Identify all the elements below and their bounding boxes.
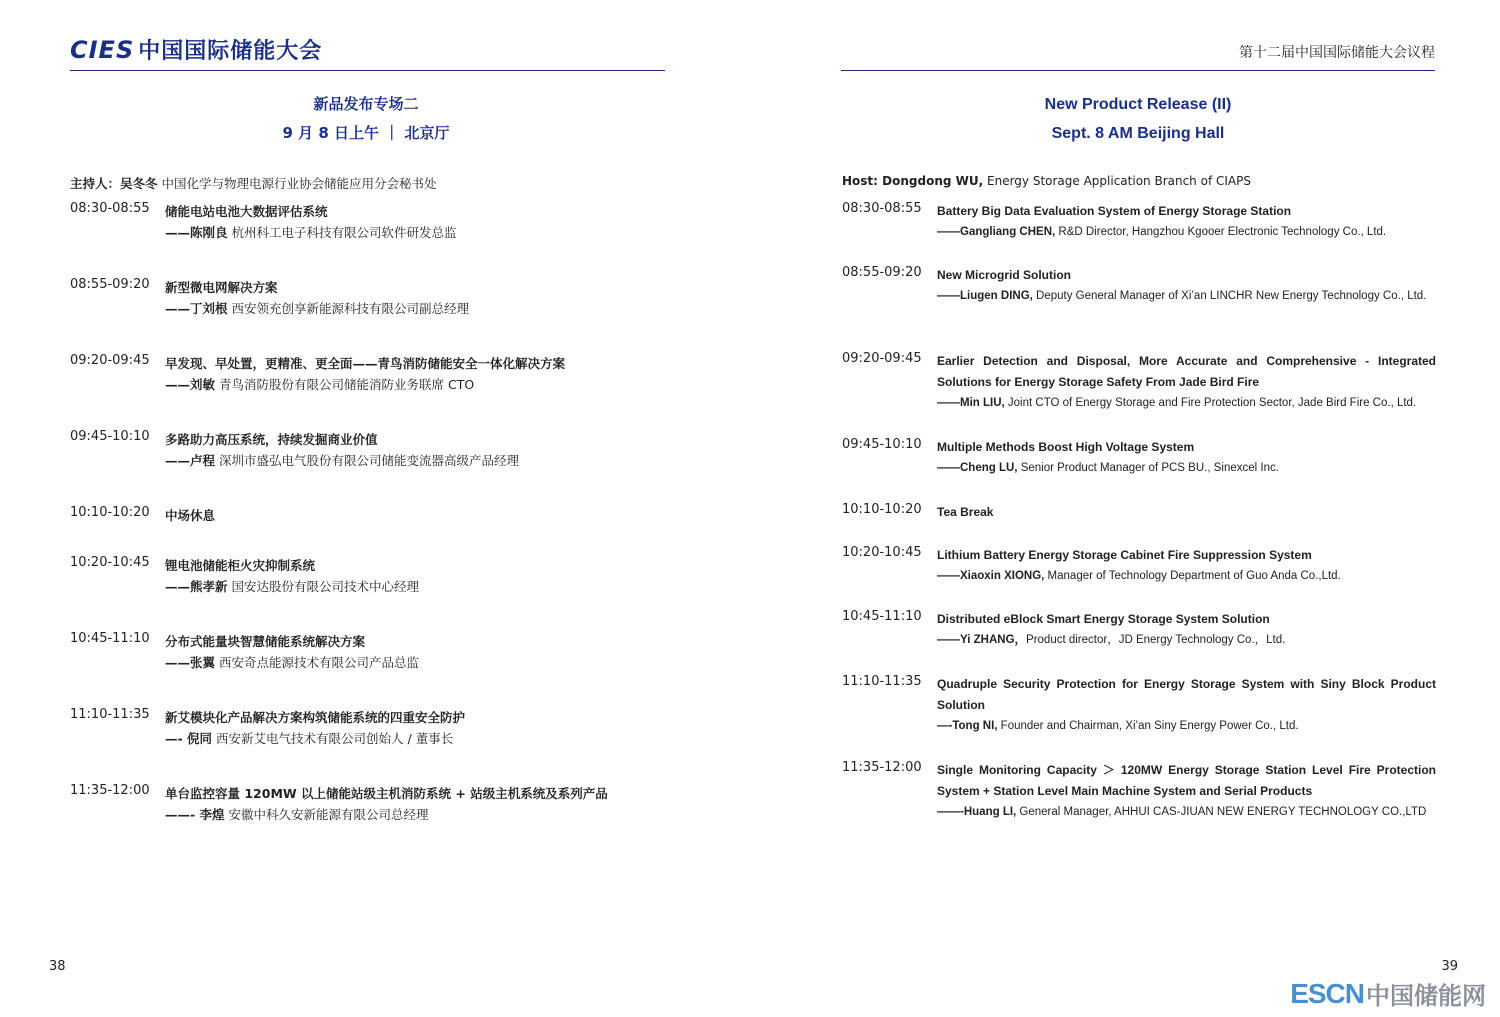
agenda-time: 10:45-11:10 [70, 631, 150, 646]
agenda-speaker: ——Liugen DING, Deputy General Manager of Xi’an LINCHR New Energy Technology Co., Ltd. [937, 290, 1427, 302]
cies-logo [70, 34, 322, 65]
agenda-topic: 锂电池储能柜火灾抑制系统 [165, 558, 316, 573]
agenda-speaker: ——张翼 西安奇点能源技术有限公司产品总监 [165, 655, 419, 670]
host-org: Energy Storage Application Branch of CIAPS [983, 174, 1251, 188]
agenda-topic: 单台监控容量 120MW 以上储能站级主机消防系统 + 站级主机系统及系列产品 [165, 786, 608, 801]
session-name: 新品发布专场二 [313, 95, 419, 113]
conference-title: 第十二届中国国际储能大会议程 [1239, 45, 1435, 61]
host-org: 中国化学与物理电源行业协会储能应用分会秘书处 [157, 176, 437, 191]
right-page [750, 0, 1500, 1017]
host-line [842, 174, 1251, 188]
agenda-speaker: ——Min LIU, Joint CTO of Energy Storage and Fire Protection Sector, Jade Bird Fire Co., Ltd. [937, 397, 1417, 409]
agenda-topic: Lithium Battery Energy Storage Cabinet Fire Suppression System [937, 548, 1312, 562]
agenda-time: 09:45-10:10 [70, 429, 150, 444]
agenda-time: 11:35-12:00 [842, 760, 922, 775]
agenda-speaker: ——Xiaoxin XIONG, Manager of Technology Department of Guo Anda Co.,Ltd. [937, 570, 1341, 582]
session-title-en [750, 90, 1500, 148]
agenda-speaker: ——-Huang LI, General Manager, AHHUI CAS-JIUAN NEW ENERGY TECHNOLOGY CO.,LTD [937, 806, 1427, 818]
agenda-topic: 早发现、早处置，更精准、更全面——青鸟消防储能安全一体化解决方案 [165, 356, 566, 371]
agenda-speaker: ——熊孝新 国安达股份有限公司技术中心经理 [165, 579, 419, 594]
agenda-speaker: ——陈刚良 杭州科工电子科技有限公司软件研发总监 [165, 225, 457, 240]
agenda-time: 08:30-08:55 [70, 201, 150, 216]
agenda-speaker: ——Cheng LU, Senior Product Manager of PCS BU., Sinexcel Inc. [937, 462, 1279, 474]
agenda-topic: Battery Big Data Evaluation System of Energy Storage Station [937, 204, 1292, 218]
agenda-time: 09:45-10:10 [842, 437, 922, 452]
logo-text: 中国国际储能大会 [138, 39, 323, 64]
agenda-speaker: —-Tong NI, Founder and Chairman, Xi’an Siny Energy Power Co., Ltd. [937, 720, 1299, 732]
header-rule [841, 70, 1435, 71]
session-title-cn [0, 90, 732, 148]
agenda-topic: Single Monitoring Capacity ＞ 120MW Energy Storage Station Level Fire Protection System + Station Level Main Machine System and Serial Products [937, 763, 1436, 798]
agenda-time: 11:10-11:35 [842, 674, 922, 689]
host-line [70, 174, 437, 192]
agenda-topic: Tea Break [937, 505, 994, 519]
agenda-speaker: ——Yi ZHANG，Product director，JD Energy Technology Co.，Ltd. [937, 634, 1286, 646]
agenda-speaker: ——刘敏 青鸟消防股份有限公司储能消防业务联席 CTO [165, 377, 475, 392]
agenda-speaker: ——- 李煌 安徽中科久安新能源有限公司总经理 [165, 807, 429, 822]
agenda-time: 09:20-09:45 [842, 351, 922, 366]
watermark-zh: 中国储能网 [1366, 982, 1486, 1010]
agenda-topic: 分布式能量块智慧储能系统解决方案 [165, 634, 366, 649]
agenda-topic: Distributed eBlock Smart Energy Storage System Solution [937, 612, 1270, 626]
agenda-topic: New Microgrid Solution [937, 268, 1071, 282]
header-rule [70, 70, 665, 71]
agenda-topic: 多路助力高压系统，持续发掘商业价值 [165, 432, 378, 447]
logo-mark: CIES [70, 35, 135, 64]
page-number: 38 [49, 959, 66, 974]
agenda-speaker: ——Gangliang CHEN, R&D Director, Hangzhou Kgooer Electronic Technology Co., Ltd. [937, 226, 1387, 238]
host-label: Host: [842, 174, 883, 188]
session-name: New Product Release (II) [1044, 96, 1232, 113]
agenda-speaker: ——丁刘根 西安领充创享新能源科技有限公司副总经理 [165, 301, 469, 316]
host-name: 吴冬冬 [120, 176, 158, 191]
watermark-en: ESCN [1290, 977, 1364, 1009]
agenda-time: 08:55-09:20 [842, 265, 922, 280]
agenda-topic: 新艾模块化产品解决方案构筑储能系统的四重安全防护 [165, 710, 466, 725]
agenda-time: 08:55-09:20 [70, 277, 150, 292]
session-time-venue: 9 月 8 日上午 ｜ 北京厅 [282, 124, 450, 142]
agenda-time: 11:35-12:00 [70, 783, 150, 798]
agenda-topic: Multiple Methods Boost High Voltage System [937, 440, 1195, 454]
agenda-topic: 储能电站电池大数据评估系统 [165, 204, 328, 219]
host-label: 主持人： [70, 176, 121, 191]
agenda-time: 10:20-10:45 [70, 555, 150, 570]
agenda-time: 09:20-09:45 [70, 353, 150, 368]
agenda-time: 10:45-11:10 [842, 609, 922, 624]
agenda-time: 10:10-10:20 [70, 505, 150, 520]
escn-watermark [1290, 976, 1486, 1011]
agenda-time: 08:30-08:55 [842, 201, 922, 216]
agenda-time: 10:20-10:45 [842, 545, 922, 560]
agenda-topic: Quadruple Security Protection for Energy Storage System with Siny Block Product Solution [937, 677, 1436, 712]
agenda-topic: 新型微电网解决方案 [165, 280, 278, 295]
session-time-venue: Sept. 8 AM Beijing Hall [1051, 125, 1225, 142]
agenda-speaker: ——卢程 深圳市盛弘电气股份有限公司储能变流器高级产品经理 [165, 453, 519, 468]
agenda-time: 11:10-11:35 [70, 707, 150, 722]
agenda-speaker: —- 倪同 西安新艾电气技术有限公司创始人 / 董事长 [165, 731, 454, 746]
host-name: Dongdong WU, [882, 174, 984, 188]
page-number: 39 [1441, 959, 1458, 974]
agenda-topic: 中场休息 [165, 508, 216, 523]
agenda-topic: Earlier Detection and Disposal, More Accurate and Comprehensive - Integrated Solutions for Energy Storage Safety From Jade Bird Fire [937, 354, 1436, 389]
agenda-time: 10:10-10:20 [842, 502, 922, 517]
